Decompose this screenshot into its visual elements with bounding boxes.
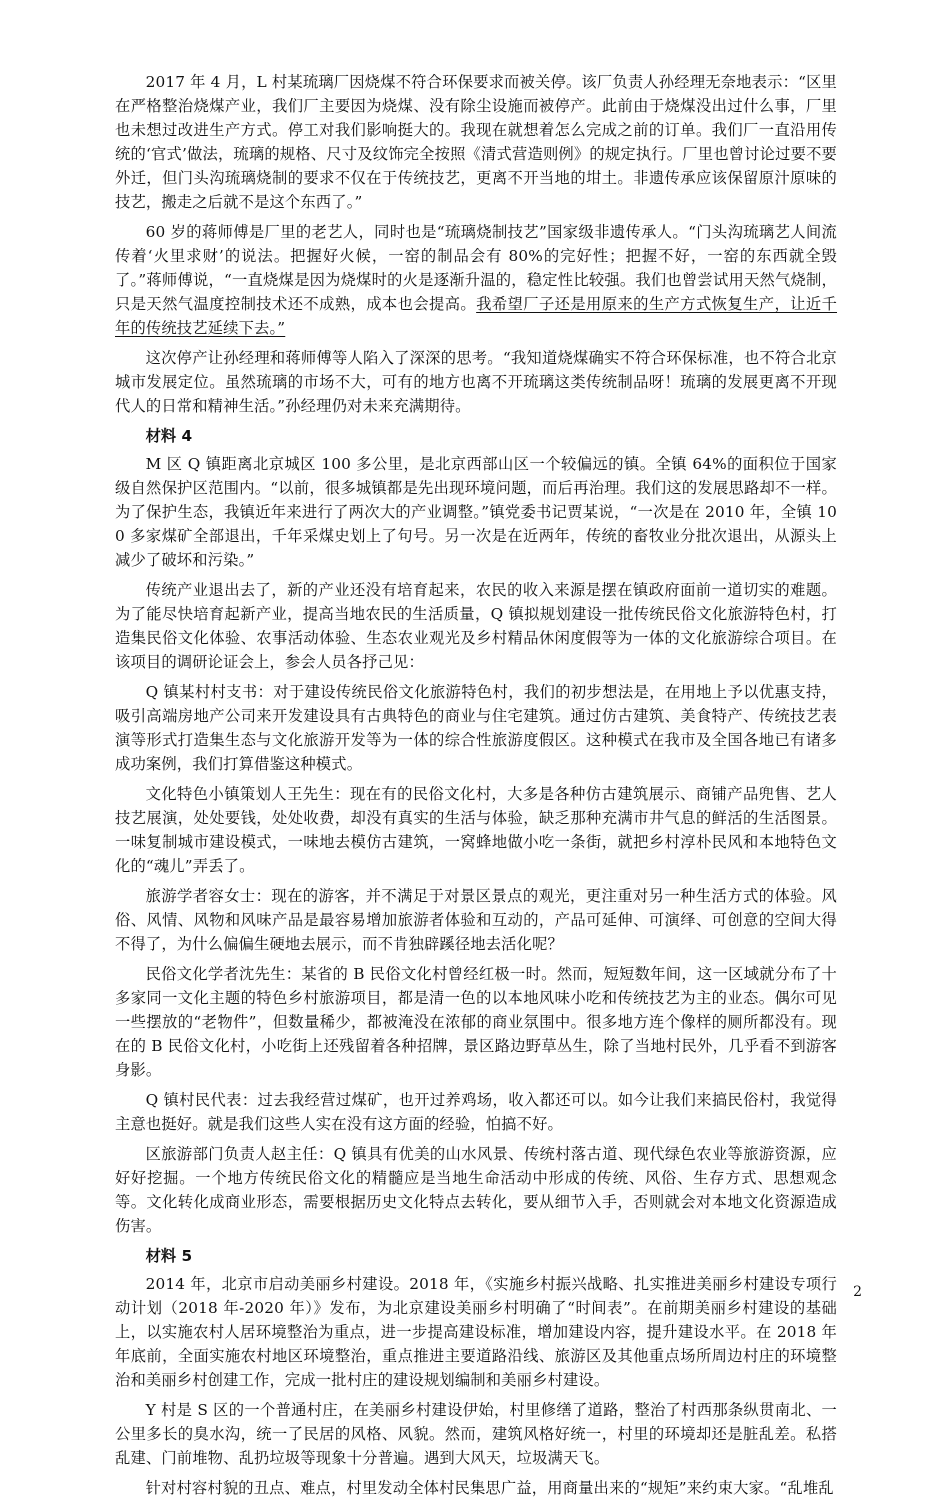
paragraph: Q 镇村民代表：过去我经营过煤矿，也开过养鸡场，收入都还可以。如今让我们来搞民俗村，我觉得主意也挺好。就是我们这些人实在没有这方面的经验，怕搞不好。	[115, 1091, 837, 1133]
paragraph: 旅游学者容女士：现在的游客，并不满足于对景区景点的观光，更注重对另一种生活方式的体验。风俗、风情、风物和风味产品是最容易增加旅游者体验和互动的，产品可延伸、可演绎、可创意的空间大得不得了，为什么偏偏生硬地去展示，而不肯独辟蹊径地去活化呢？	[115, 887, 837, 953]
paragraph: 传统产业退出去了，新的产业还没有培育起来，农民的收入来源是摆在镇政府面前一道切实的难题。为了能尽快培育起新产业，提高当地农民的生活质量，Q 镇拟规划建设一批传统民俗文化旅游特色村，打造集民俗文化体验、农事活动体验、生态农业观光及乡村精品休闲度假等为一体的文化旅游综合项目。在该项目的调研论证会上，参会人员各抒己见：	[115, 581, 837, 671]
paragraph: 区旅游部门负责人赵主任：Q 镇具有优美的山水风景、传统村落古道、现代绿色农业等旅游资源，应好好挖掘。一个地方传统民俗文化的精髓应是当地生命活动中形成的传统、风俗、生存方式、思想观念等。文化转化成商业形态，需要根据历史文化特点去转化，要从细节入手，否则就会对本地文化资源造成伤害。	[115, 1145, 837, 1235]
paragraph: Q 镇某村村支书：对于建设传统民俗文化旅游特色村，我们的初步想法是，在用地上予以优惠支持，吸引高端房地产公司来开发建设具有古典特色的商业与住宅建筑。通过仿古建筑、美食特产、传统技艺表演等形式打造集生态与文化旅游开发等为一体的综合性旅游度假区。这种模式在我市及全国各地已有诸多成功案例，我们打算借鉴这种模式。	[115, 683, 837, 773]
paragraph: 针对村容村貌的丑点、难点，村里发动全体村民集思广益，用商量出来的“规矩”来约束大家。“乱堆乱	[145, 1479, 834, 1497]
paragraph: 这次停产让孙经理和蒋师傅等人陷入了深深的思考。“我知道烧煤确实不符合环保标准，也不符合北京城市发展定位。虽然琉璃的市场不大，可有的地方也离不开琉璃这类传统制品呀！琉璃的发展更离不开现代人的日常和精神生活。”孙经理仍对未来充满期待。	[115, 349, 837, 415]
underlined-quote: 我希望厂子还是用原来的生产方式恢复生产，让近千年的传统技艺延续下去。”	[115, 295, 838, 337]
paragraph-text: 60 岁的蒋师傅是厂里的老艺人，同时也是“琉璃烧制技艺”国家级非遗传承人。“门头沟琉璃艺人间流传着‘火里求财’的说法。把握好火候，一窑的制品会有 80%的完好性；把握不好，一窑的东西就全毁了。”蒋师傅说，“一直烧煤是因为烧煤时的火是逐渐升温的，稳定性比较强。我们也曾尝试用天然气烧制，只是天然气温度控制技术还不成熟，成本也会提高。	[115, 223, 837, 313]
document-body	[115, 70, 837, 1506]
paragraph: 2017 年 4 月，L 村某琉璃厂因烧煤不符合环保要求而被关停。该厂负责人孙经理无奈地表示：“区里在严格整治烧煤产业，我们厂主要因为烧煤、没有除尘设施而被停产。此前由于烧煤没出过什么事，厂里也未想过改进生产方式。停工对我们影响挺大的。我现在就想着怎么完成之前的订单。我们厂一直沿用传统的‘官式’做法，琉璃的规格、尺寸及纹饰完全按照《清式营造则例》的规定执行。厂里也曾讨论过要不要外迁，但门头沟琉璃烧制的要求不仅在于传统技艺，更离不开当地的坩土。非遗传承应该保留原汁原味的技艺，搬走之后就不是这个东西了。”	[115, 73, 837, 211]
paragraph: 2014 年，北京市启动美丽乡村建设。2018 年，《实施乡村振兴战略、扎实推进美丽乡村建设专项行动计划（2018 年-2020 年）》发布，为北京建设美丽乡村明确了“时间表”。在前期美丽乡村建设的基础上，以实施农村人居环境整治为重点，进一步提高建设标准，增加建设内容，提升建设水平。在 2018 年年底前，全面实施农村地区环境整治，重点推进主要道路沿线、旅游区及其他重点场所周边村庄的环境整治和美丽乡村创建工作，完成一批村庄的建设规划编制和美丽乡村建设。	[115, 1275, 837, 1389]
paragraph	[115, 220, 837, 340]
page-number: 2	[853, 1284, 862, 1300]
paragraph: Y 村是 S 区的一个普通村庄，在美丽乡村建设伊始，村里修缮了道路，整治了村西那条纵贯南北、一公里多长的臭水沟，统一了民居的风格、风貌。然而，建筑风格好统一，村里的环境却还是脏乱差。私搭乱建、门前堆物、乱扔垃圾等现象十分普遍。遇到大风天，垃圾满天飞。	[115, 1401, 837, 1467]
paragraph: 文化特色小镇策划人王先生：现在有的民俗文化村，大多是各种仿古建筑展示、商铺产品兜售、艺人技艺展演，处处要钱，处处收费，却没有真实的生活与体验，缺乏那种充满市井气息的鲜活的生活图景。一味复制城市建设模式，一味地去模仿古建筑，一窝蜂地做小吃一条街，就把乡村淳朴民风和本地特色文化的“魂儿”弄丢了。	[115, 785, 837, 875]
material-heading: 材料 5	[145, 1247, 193, 1265]
material-heading: 材料 4	[145, 427, 193, 445]
paragraph: M 区 Q 镇距离北京城区 100 多公里，是北京西部山区一个较偏远的镇。全镇 64%的面积位于国家级自然保护区范围内。“以前，很多城镇都是先出现环境问题，而后再治理。我们这的发展思路却不一样。为了保护生态，我镇近年来进行了两次大的产业调整。”镇党委书记贾某说，“一次是在 2010 年，全镇 100 多家煤矿全部退出，千年采煤史划上了句号。另一次是在近两年，传统的畜牧业分批次退出，从源头上减少了破坏和污染。”	[115, 455, 837, 569]
paragraph: 民俗文化学者沈先生：某省的 B 民俗文化村曾经红极一时。然而，短短数年间，这一区域就分布了十多家同一文化主题的特色乡村旅游项目，都是清一色的以本地风味小吃和传统技艺为主的业态。偶尔可见一些摆放的“老物件”，但数量稀少，都被淹没在浓郁的商业氛围中。很多地方连个像样的厕所都没有。现在的 B 民俗文化村，小吃街上还残留着各种招牌，景区路边野草丛生，除了当地村民外，几乎看不到游客身影。	[115, 965, 837, 1079]
